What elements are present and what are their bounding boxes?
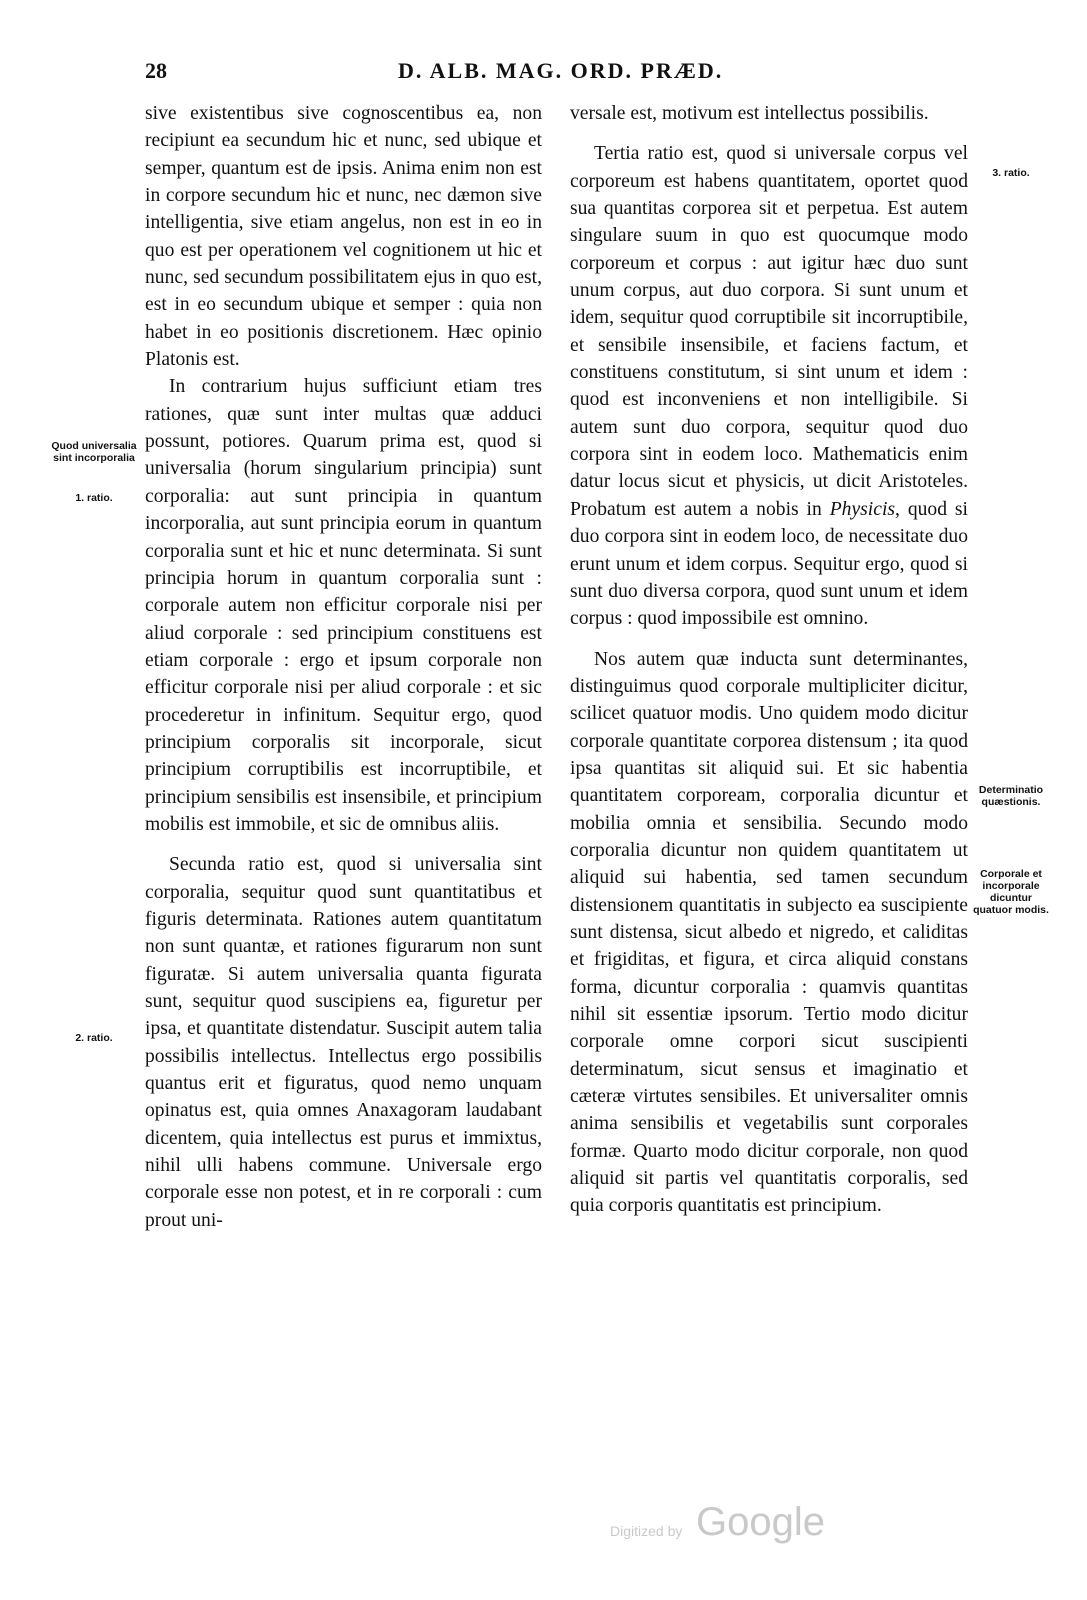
- margin-note-ratio-2: 2. ratio.: [75, 1032, 113, 1044]
- paragraph: [570, 140, 968, 632]
- paragraph: In contrarium hujus sufficiunt etiam tres rationes, quæ sunt inter multas quæ adduci possunt, potiores. Quarum prima est, quod si universalia (horum singularium principia) sunt corporalia: aut sunt principia in quantum incorporalia, aut sunt principia eorum in quantum corporalia sunt et hic et nunc determinata. Si sunt principia horum in quantum corporalia sunt : corporale autem non efficitur corporale nisi per aliud corporale : sed principium constituens est etiam corporale : ergo et ipsum corporale non efficitur corporale nisi per aliud corporale : et sic procederetur in infinitum. Sequitur ergo, quod principium corporalis sit incorporale, sicut principium corruptibilis est incorruptibile, et principium sensibilis est insensibile, et principium mobilis est immobile, et sic de omnibus aliis.: [145, 376, 542, 835]
- watermark-prefix: Digitized by: [610, 1523, 683, 1539]
- margin-note-quod-universalia: Quod universalia sint incorporalia: [51, 440, 137, 464]
- margin-note-ratio-3: 3. ratio.: [992, 167, 1030, 179]
- page-number: 28: [145, 58, 167, 83]
- paragraph-text: Tertia ratio est, quod si universale corpus vel corporeum est habens quantitatem, oportet quod sua quantitas corporea sit et perpetua. Est autem singulare suum in quo est quocumque modo corporeum et corpus : aut igitur hæc duo sunt unum corpus, aut duo corpora. Si sunt unum et idem, sequitur quod corruptibile sit incorruptibile, et sensibile insensibile, et faciens factum, et constituens constitutum, si sint unum et idem : quod est inconveniens et non intelligibile. Si autem sunt duo corpora, sequitur quod duo corpora sint in eodem loco. Mathematicis enim datur locus sicut et physicis, ut dicit Aristoteles. Probatum est autem a nobis in: [570, 143, 968, 520]
- paragraph: versale est, motivum est intellectus possibilis.: [570, 103, 929, 124]
- paragraph: Secunda ratio est, quod si universalia sint corporalia, sequitur quod sunt quantitatibus et figuris determinata. Rationes autem quantitatum non sunt quantæ, et rationes figurarum non sunt figuratæ. Si autem universalia quanta figurata sunt, sequitur quod suscipiens ea, figuretur per ipsa, et quantitate distendatur. Suscipit autem talia possibilis intellectus. Intellectus ergo possibilis quantus erit et figuratus, quod nemo unquam opinatus est, quia omnes Anaxagoram laudabant dicentem, quia intellectus est purus et immixtus, nihil ulli habens commune. Universale ergo corporale esse non potest, et in re corporali : cum prout uni-: [145, 854, 542, 1231]
- italic-title: Physicis: [829, 498, 896, 520]
- margin-note-corporale: Corporale et incorporale dicuntur quatuor modis.: [973, 868, 1049, 916]
- google-watermark: [610, 1500, 825, 1550]
- margin-note-determinatio: Determinatio quæstionis.: [978, 784, 1044, 808]
- paragraph: sive existentibus sive cognoscentibus ea, non recipiunt ea secundum hic et nunc, sed ubique et semper, quantum est de ipsis. Anima enim non est in corpore secundum hic et nunc, nec dæmon sive intelligentia, sive etiam angelus, non est in eo in quo est per operationem vel cognitionem ut hic et nunc, sed secundum possibilitatem ejus in quo est, est in eo secundum ubique et semper : quia non habet in eo positionis discretionem. Hæc opinio Platonis est.: [145, 103, 542, 371]
- paragraph-text: , quod si duo corpora sint in eodem loco, de necessitate duo erunt unum et idem corpus. Sequitur ergo, quod si sunt duo diversa corpora, quod sunt unum et idem corpus : quod impossibile est omnino.: [570, 498, 968, 630]
- left-text-column: [145, 100, 542, 1234]
- margin-note-ratio-1: 1. ratio.: [75, 492, 113, 504]
- running-head: D. ALB. MAG. ORD. PRÆD.: [398, 58, 724, 83]
- right-text-column: [570, 100, 968, 1220]
- paragraph: Nos autem quæ inducta sunt determinantes, distinguimus quod corporale multipliciter dicitur, scilicet quatuor modis. Uno quidem modo dicitur corporale quantitate corporea distensum ; ita quod ipsa quantitas sit aliquid sui. Et sic habentia quantitatem corpoream, corporalia dicuntur et mobilia omnia et sensibilia. Secundo modo corporalia dicuntur non quidem quantitatem ut aliquid sui habentia, sed tamen secundum distensionem quantitatis in subjecto ea suscipiente sunt distensa, sicut albedo et nigredo, et caliditas et frigiditas, et figura, et circa aliquid constans forma, dicuntur corporalia : quamvis quantitas nihil sit essentiæ ipsorum. Tertio modo dicitur corporale omne corpori sicut suscipienti determinatum, sicut sensus et imaginatio et cæteræ virtutes sensibiles. Et universaliter omnis anima sensibilis et vegetabilis sunt corporales formæ. Quarto modo dicitur corporale, non quod aliquid sit partis vel quantitatis corporalis, sed quia corporis quantitatis est principium.: [570, 648, 968, 1217]
- watermark-brand: Google: [696, 1500, 825, 1544]
